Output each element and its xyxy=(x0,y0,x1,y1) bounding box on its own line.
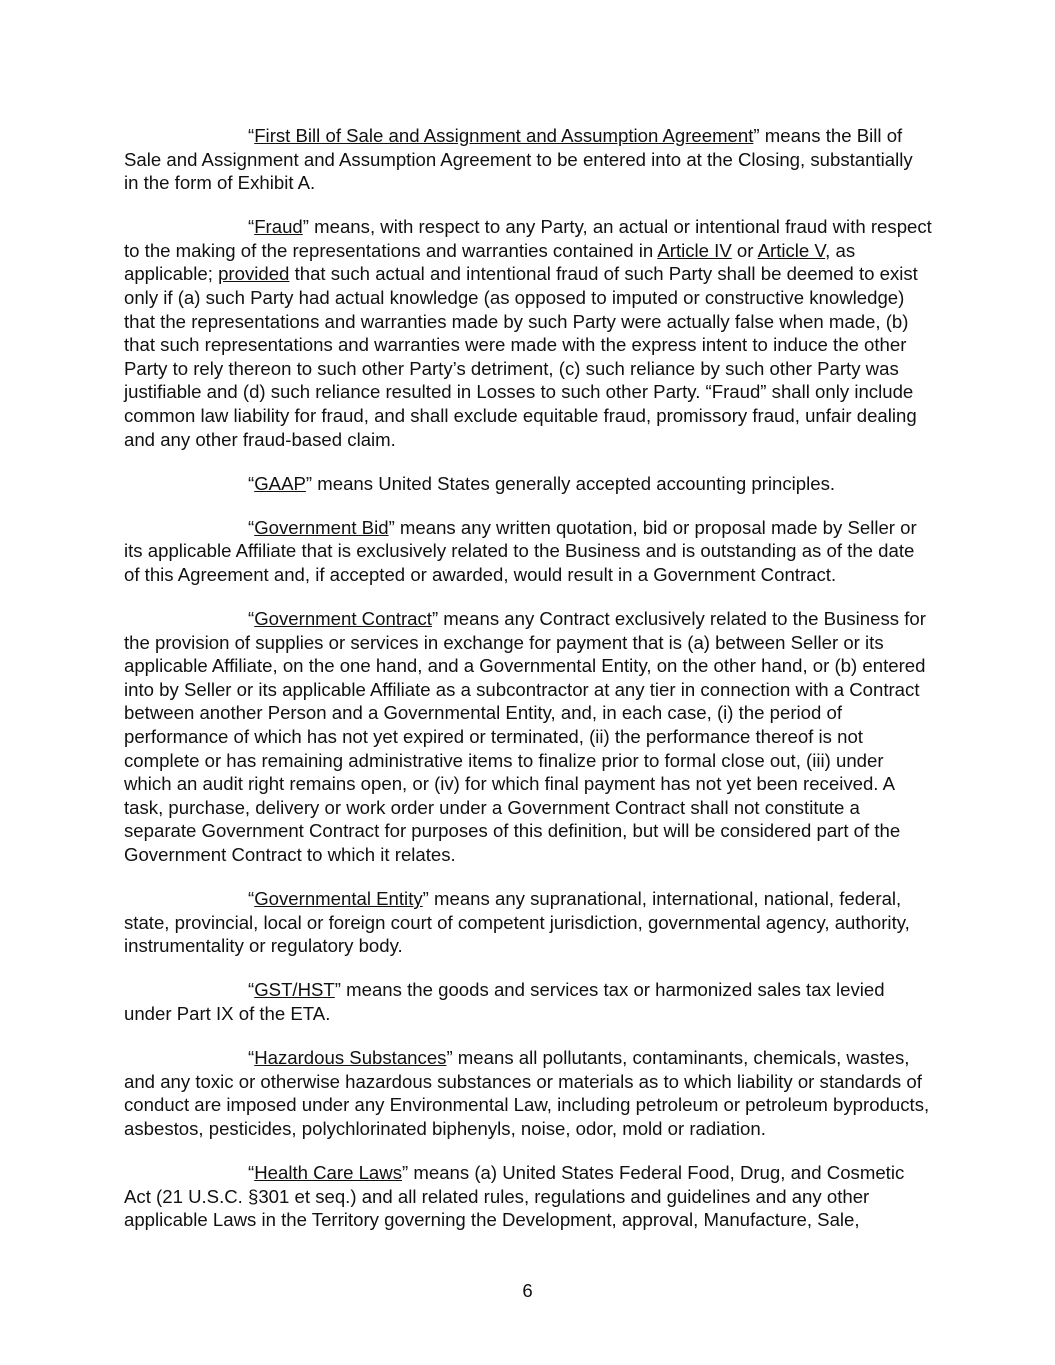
article-reference: Article V xyxy=(757,239,826,261)
definition-fraud: “Fraud” means, with respect to any Party, an actual or intentional fraud with respect to the making of the representations and warranties contained in Article IV or Article V, as applicable; provided that such actual and intentional fraud of such Party shall be deemed to exist only if (a) such Party had actual knowledge (as opposed to imputed or constructive knowledge) that the representations and warranties made by such Party were actually false when made, (b) that such representations and warranties were made with the express intent to induce the other Party to rely thereon to such other Party’s detriment, (c) such reliance by such other Party was justifiable and (d) such reliance resulted in Losses to such other Party. “Fraud” shall only include common law liability for fraud, and shall exclude equitable fraud, promissory fraud, unfair dealing and any other fraud-based claim. xyxy=(124,216,932,450)
definition-gaap: “GAAP” means United States generally accepted accounting principles. xyxy=(248,472,836,494)
defined-term: Government Bid xyxy=(254,516,389,538)
defined-term: Hazardous Substances xyxy=(254,1047,447,1069)
definition-text: ” means any written quotation, bid or proposal made by Seller or its applicable Affiliate that is exclusively related to the Business and is outstanding as of the date of this Agreement and, if accepted or awarded, would result in a Government Contract. xyxy=(124,516,917,585)
definition-text: ” means the Bill of Sale and Assignment and Assumption Agreement to be entered into at the Closing, substantially in the form of Exhibit A. xyxy=(124,125,913,194)
defined-term: GAAP xyxy=(254,472,306,494)
proviso-keyword: provided xyxy=(218,263,290,285)
definition-health-care-laws: “Health Care Laws” means (a) United States Federal Food, Drug, and Cosmetic Act (21 U.S.C. §301 et seq.) and all related rules, regulations and guidelines and any other applicable Laws in the Territory governing the Development, approval, Manufacture, Sale, xyxy=(124,1161,905,1231)
defined-term: Government Contract xyxy=(254,608,432,630)
definition-gst-hst: “GST/HST” means the goods and services tax or harmonized sales tax levied under Part IX of the ETA. xyxy=(124,979,885,1024)
definition-government-bid: “Government Bid” means any written quotation, bid or proposal made by Seller or its applicable Affiliate that is exclusively related to the Business and is outstanding as of the date of this Agreement and, if accepted or awarded, would result in a Government Contract. xyxy=(124,516,917,585)
page-number: 6 xyxy=(522,1280,533,1301)
article-reference: Article IV xyxy=(657,239,732,261)
definition-first-bill-of-sale: “First Bill of Sale and Assignment and Assumption Agreement” means the Bill of Sale and Assignment and Assumption Agreement to be entered into at the Closing, substantially in the form of Exhibit A. xyxy=(124,125,913,194)
definition-government-contract: “Government Contract” means any Contract exclusively related to the Business for the provision of supplies or services in exchange for payment that is (a) between Seller or its applicable Affiliate, on the one hand, and a Governmental Entity, on the other hand, or (b) entered into by Seller or its applicable Affiliate as a subcontractor at any tier in connection with a Contract between another Person and a Governmental Entity, and, in each case, (i) the period of performance of which has not yet expired or terminated, (ii) the performance thereof is not complete or has remaining administrative items to finalize prior to formal close out, (iii) under which an audit right remains open, or (iv) for which final payment has not yet been received. A task, purchase, delivery or work order under a Government Contract shall not constitute a separate Government Contract for purposes of this definition, but will be considered part of the Government Contract to which it relates. xyxy=(124,608,926,866)
definition-governmental-entity: “Governmental Entity” means any supranational, international, national, federal, state, provincial, local or foreign court of competent jurisdiction, governmental agency, authority, instrumentality or regulatory body. xyxy=(124,888,910,957)
definition-text: ” means the goods and services tax or harmonized sales tax levied under Part IX of the ETA. xyxy=(124,979,885,1024)
definition-text: ” means any supranational, international, national, federal, state, provincial, local or foreign court of competent jurisdiction, governmental agency, authority, instrumentality or regulatory body. xyxy=(124,888,910,957)
definition-hazardous-substances: “Hazardous Substances” means all pollutants, contaminants, chemicals, wastes, and any toxic or otherwise hazardous substances or materials as to which liability or standards of conduct are imposed under any Environmental Law, including petroleum or petroleum byproducts, asbestos, pesticides, polychlorinated biphenyls, noise, odor, mold or radiation. xyxy=(124,1047,930,1139)
defined-term: GST/HST xyxy=(254,979,335,1001)
defined-term: First Bill of Sale and Assignment and Assumption Agreement xyxy=(254,125,754,146)
definitions-body xyxy=(124,124,932,1252)
definition-text: ” means United States generally accepted accounting principles. xyxy=(305,472,836,494)
definition-text: ” means (a) United States Federal Food, Drug, and Cosmetic Act (21 U.S.C. §301 et seq.) and all related rules, regulations and guidelines and any other applicable Laws in the Territory governing the Development, approval, Manufacture, Sale, xyxy=(124,1161,905,1231)
definition-text: ” means, with respect to any Party, an actual or intentional fraud with respect to the making of the representations and warranties contained in xyxy=(124,216,932,261)
definition-text: ” means any Contract exclusively related to the Business for the provision of supplies or services in exchange for payment that is (a) between Seller or its applicable Affiliate, on the one hand, and a Governmental Entity, on the other hand, or (b) entered into by Seller or its applicable Affiliate as a subcontractor at any tier in connection with a Contract between another Person and a Governmental Entity, and, in each case, (i) the period of performance of which has not yet expired or terminated, (ii) the performance thereof is not complete or has remaining administrative items to finalize prior to formal close out, (iii) under which an audit right remains open, or (iv) for which final payment has not yet been received. A task, purchase, delivery or work order under a Government Contract shall not constitute a separate Government Contract for purposes of this definition, but will be considered part of the Government Contract to which it relates. xyxy=(124,608,926,866)
defined-term: Governmental Entity xyxy=(254,888,423,910)
defined-term: Fraud xyxy=(254,216,303,238)
defined-term: Health Care Laws xyxy=(254,1161,402,1183)
definition-text: ” means all pollutants, contaminants, chemicals, wastes, and any toxic or otherwise hazardous substances or materials as to which liability or standards of conduct are imposed under any Environmental Law, including petroleum or petroleum byproducts, asbestos, pesticides, polychlorinated biphenyls, noise, odor, mold or radiation. xyxy=(124,1047,930,1139)
